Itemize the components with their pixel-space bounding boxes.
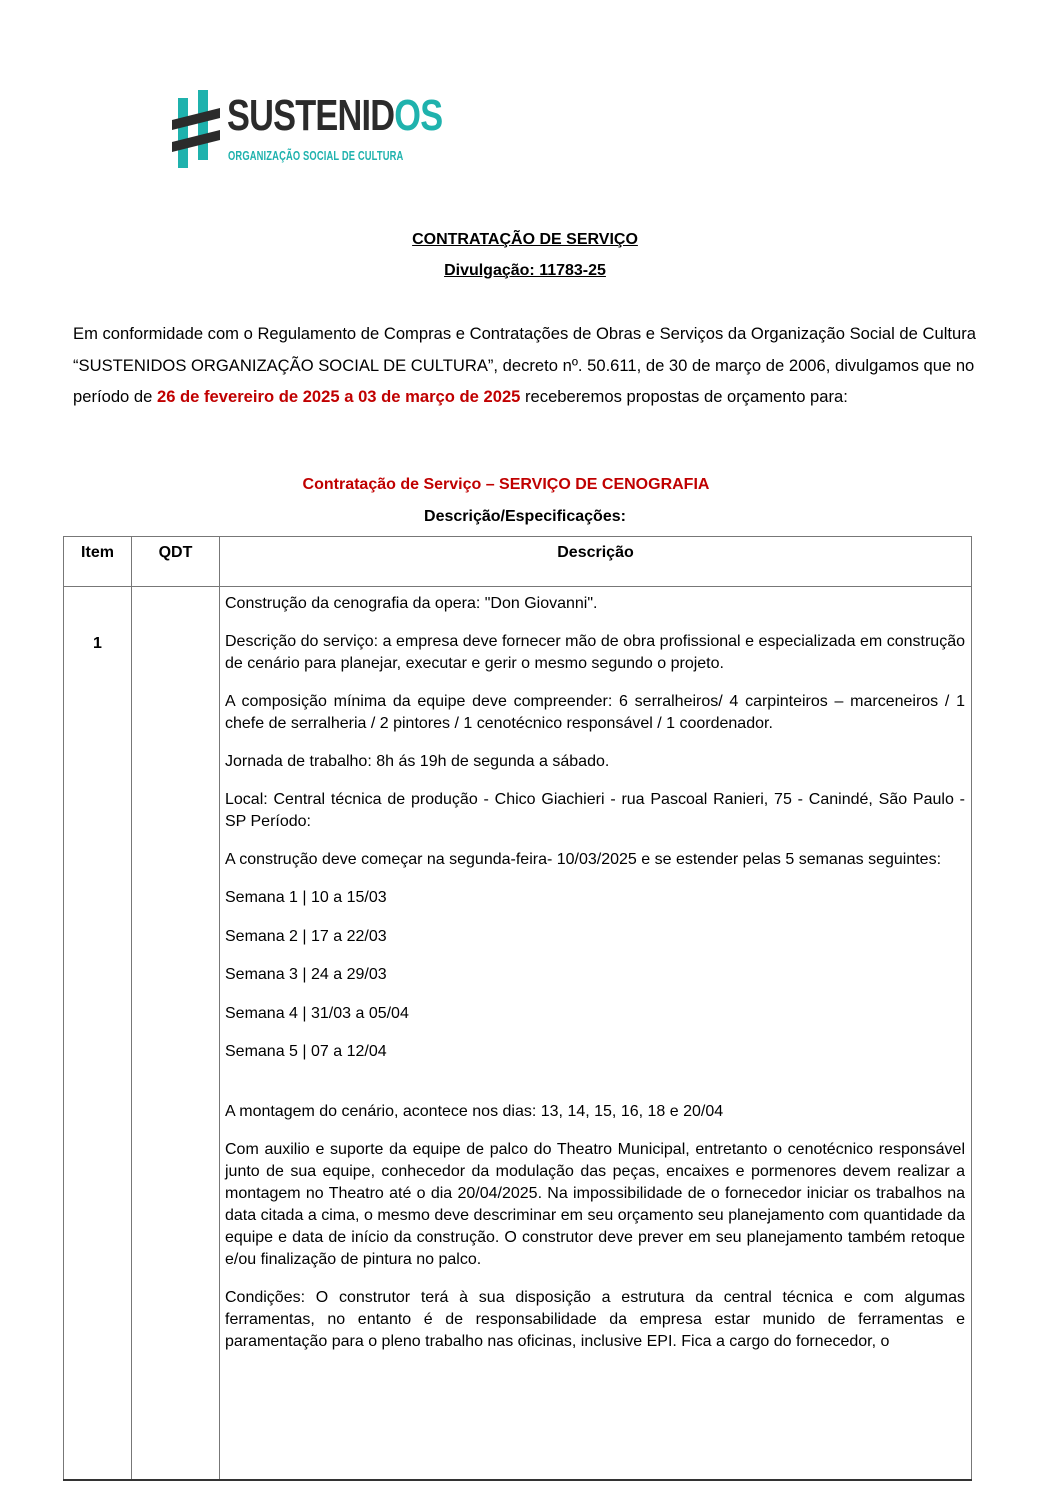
hash-sharp-icon — [172, 90, 220, 168]
table-header-row — [64, 537, 972, 587]
desc-paragraph: Construção da cenografia da opera: "Don Giovanni". — [225, 595, 598, 612]
intro-paragraph: Em conformidade com o Regulamento de Compras e Contratações de Obras e Serviços da Organização Social de Cultura “SUSTENIDOS ORGANIZAÇÃO SOCIAL DE CULTURA”, decreto nº. 50.611, de 30 de março de 2006, divulgamos que no período de 26 de fevereiro de 2025 a 03 de março de 2025 receberemos propostas de orçamento para: — [73, 324, 976, 406]
week-schedule: Semana 2 | 17 a 22/03 — [225, 927, 387, 945]
week-schedule: Semana 1 | 10 a 15/03 — [225, 889, 387, 906]
table-row — [64, 587, 972, 1481]
service-title: Contratação de Serviço – SERVIÇO DE CENOGRAFIA — [302, 476, 710, 493]
description-cell — [220, 587, 972, 1481]
proposal-period: 26 de fevereiro de 2025 a 03 de março de 2025 — [156, 387, 521, 406]
specifications-heading: Descrição/Especificações: — [424, 508, 626, 525]
item-number: 1 — [64, 587, 132, 1481]
document-title: CONTRATAÇÃO DE SERVIÇO — [412, 231, 638, 248]
sustenidos-logo — [172, 90, 443, 170]
desc-paragraph: A construção deve começar na segunda-feira- 10/03/2025 e se estender pelas 5 semanas seguintes: — [225, 851, 942, 868]
desc-paragraph: Descrição do serviço: a empresa deve fornecer mão de obra profissional e especializada em construção de cenário para planejar, executar e gerir o mesmo segundo o projeto. — [225, 633, 965, 672]
desc-paragraph: Jornada de trabalho: 8h ás 19h de segunda a sábado. — [225, 753, 610, 770]
column-header-item: Item — [64, 537, 132, 587]
column-header-qdt: QDT — [132, 537, 220, 587]
desc-paragraph: Local: Central técnica de produção - Chico Giachieri - rua Pascoal Ranieri, 75 - Canindé, São Paulo - SP Período: — [225, 791, 965, 830]
desc-paragraph: A composição mínima da equipe deve compreender: 6 serralheiros/ 4 carpinteiros – marceneiros / 1 chefe de serralheria / 2 pintores / 1 cenotécnico responsável / 1 coordenador. — [225, 693, 965, 732]
disclosure-number: Divulgação: 11783-25 — [444, 262, 606, 279]
desc-paragraph: Com auxilio e suporte da equipe de palco do Theatro Municipal, entretanto o cenotécnico responsável junto de sua equipe, conhecedor da modulação das peças, encaixes e pormenores devem realizar a montagem no Theatro até o dia 20/04/2025. Na impossibilidade de o fornecedor iniciar os trabalhos na data citada a cima, o mesmo deve descriminar em seu orçamento seu planejamento com quantidade da equipe e data de início da construção. O construtor deve prever em seu planejamento também retoque e/ou finalização de pintura no palco. — [225, 1141, 965, 1268]
week-schedule: Semana 3 | 24 a 29/03 — [225, 966, 387, 983]
desc-paragraph: Condições: O construtor terá à sua disposição a estrutura da central técnica e com algumas ferramentas, no entanto é de responsabilidade da empresa estar munido de ferramentas e paramentação para o pleno trabalho nas oficinas, inclusive EPI. Fica a cargo do fornecedor, o — [225, 1289, 965, 1350]
week-schedule: Semana 5 | 07 a 12/04 — [225, 1043, 387, 1060]
specifications-table — [63, 536, 972, 1481]
desc-paragraph: A montagem do cenário, acontece nos dias: 13, 14, 15, 16, 18 e 20/04 — [225, 1103, 724, 1120]
week-schedule: Semana 4 | 31/03 a 05/04 — [225, 1004, 409, 1022]
logo-brand-name: SUSTENIDOS — [227, 91, 443, 140]
column-header-description: Descrição — [220, 537, 972, 587]
quantity-cell — [132, 587, 220, 1481]
logo-tagline: ORGANIZAÇÃO SOCIAL DE CULTURA — [228, 148, 404, 163]
